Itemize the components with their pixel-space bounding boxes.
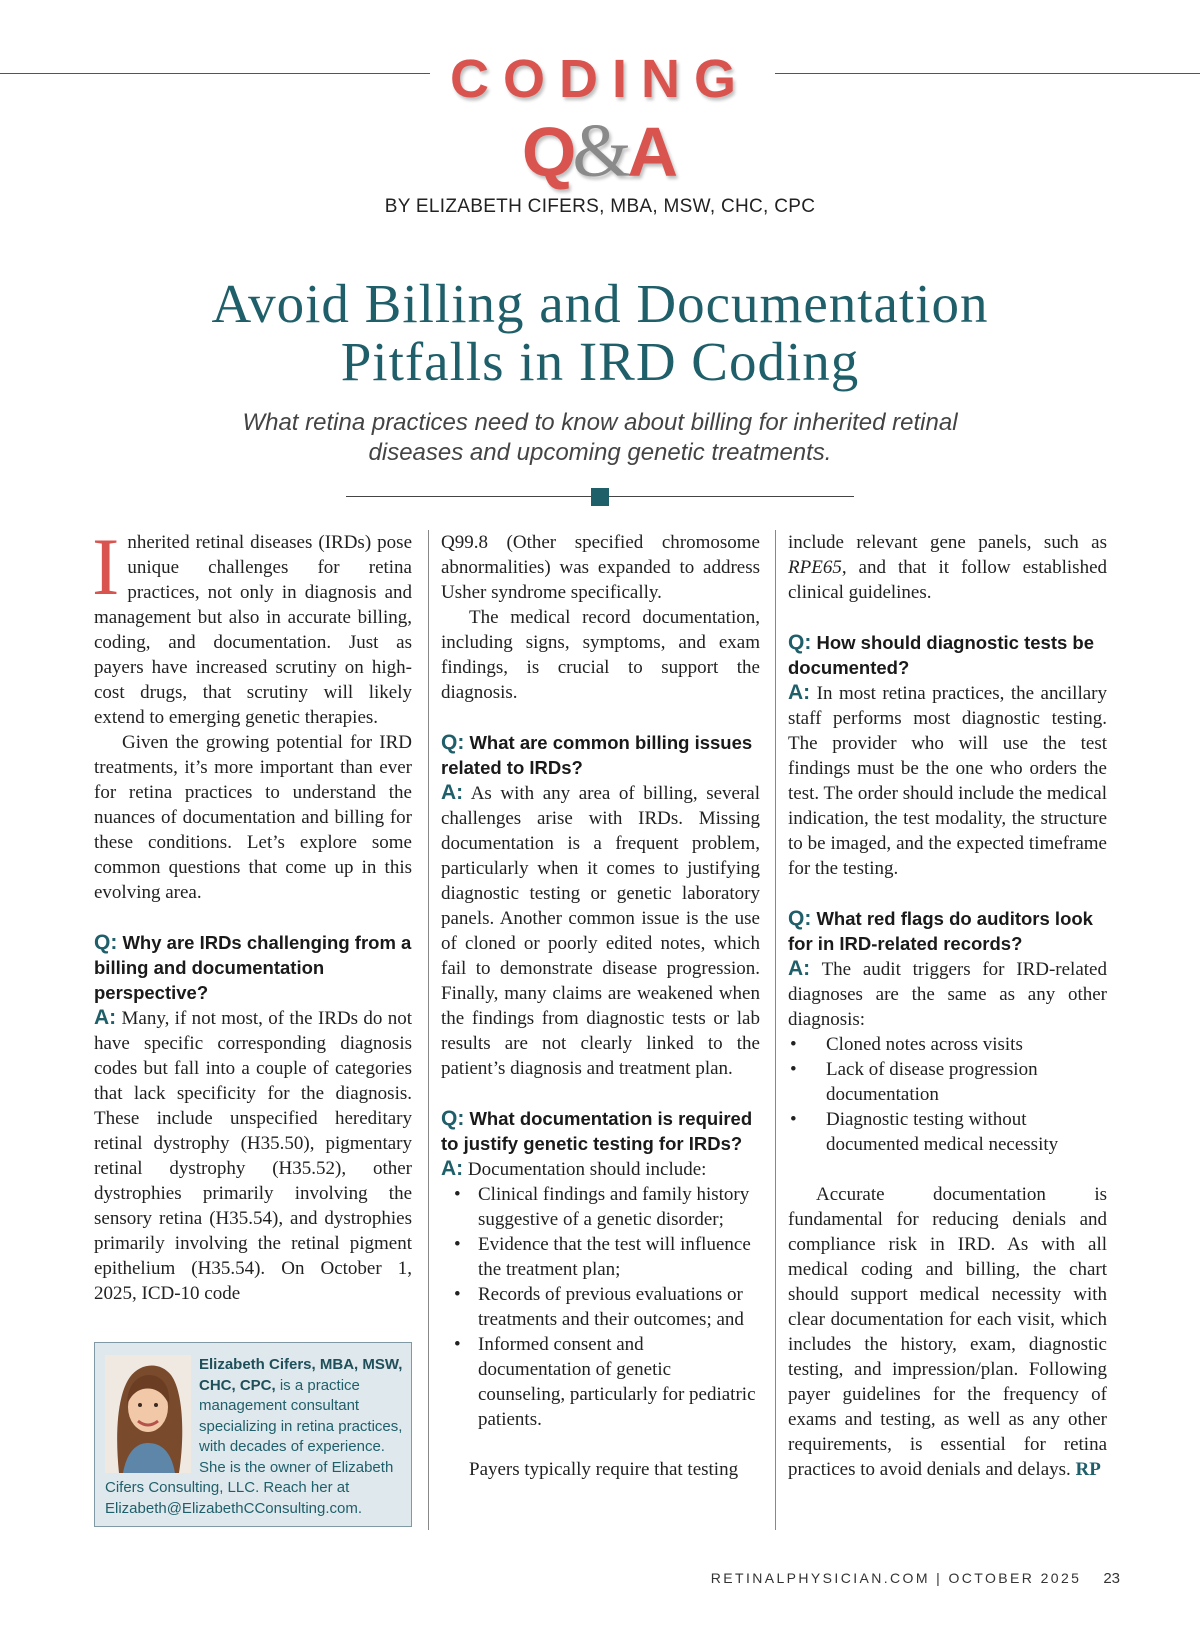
- question-text: How should diagnostic tests be documented?: [788, 632, 1094, 678]
- intro-paragraph: [92, 521, 412, 730]
- question-text: What documentation is required to justify genetic testing for IRDs?: [441, 1108, 753, 1154]
- article-title-line2: Pitfalls in IRD Coding: [340, 331, 860, 392]
- question-heading: [441, 730, 760, 780]
- section-title-qa: [0, 108, 1200, 195]
- list-item: • Lack of disease progression documentation: [788, 1057, 1107, 1107]
- list-item: • Evidence that the test will influence the treatment plan;: [441, 1232, 760, 1282]
- answer-paragraph: [441, 780, 760, 1081]
- question-text: What are common billing issues related to IRDs?: [441, 732, 753, 778]
- list-item: • Diagnostic testing without documented medical necessity: [788, 1107, 1107, 1157]
- list-item: • Informed consent and documentation of genetic counseling, particularly for pediatric patients.: [441, 1332, 760, 1432]
- question-heading: [94, 930, 412, 1005]
- text-run: , and that it follow established clinical guidelines.: [788, 557, 1107, 603]
- answer-text: In most retina practices, the ancillary staff performs most diagnostic testing. The provider who will use the test findings must be the one who orders the test. The order should include the medical indication, the test modality, the structure to be imaged, and the expected timeframe for the testing.: [788, 683, 1108, 879]
- question-text: What red flags do auditors look for in IRD-related records?: [788, 908, 1093, 954]
- end-mark: RP: [1075, 1459, 1101, 1480]
- question-mark-label: Q:: [441, 1107, 465, 1130]
- question-mark-label: Q:: [94, 931, 118, 954]
- author-name: Elizabeth Cifers, MBA, MSW, CHC, CPC,: [199, 1356, 403, 1394]
- question-mark-label: Q:: [788, 631, 812, 654]
- gene-name: RPE65: [788, 557, 842, 578]
- question-heading: [788, 630, 1107, 680]
- author-bio: is a practice management consultant specializing in retina practices, with decades of experience. She is the owner of Elizabeth Cifers Consulting, LLC. Reach her at Elizabeth@ElizabethCConsulting.com.: [105, 1376, 403, 1517]
- footer-site-date: RETINALPHYSICIAN.COM | OCTOBER 2025: [710, 1570, 1082, 1586]
- list-item: • Records of previous evaluations or treatments and their outcomes; and: [441, 1282, 760, 1332]
- answer-mark-label: A:: [94, 1006, 117, 1029]
- requirements-list: [441, 1182, 760, 1432]
- author-bio-box: [94, 1342, 412, 1527]
- text-run: include relevant gene panels, such as: [788, 532, 1107, 553]
- closing-text: Accurate documentation is fundamental for reducing denials and compliance risk in IRD. As with all medical coding and billing, the chart should support medical necessity with clear documentation for each visit, which includes the history, exam, diagnostic testing, and impression/plan. Following payer guidelines for the frequency of exams and testing, as well as any other requirements, is essential for retina practices to avoid denials and delays.: [788, 1184, 1107, 1480]
- paragraph: The medical record documentation, including signs, symptoms, and exam findings, is crucial to support the diagnosis.: [441, 607, 760, 703]
- article-title: [100, 275, 1100, 391]
- answer-mark-label: A:: [788, 681, 811, 704]
- page-footer: [700, 1570, 1120, 1587]
- question-mark-label: Q:: [788, 907, 812, 930]
- question-mark-label: Q:: [441, 731, 465, 754]
- list-item: • Cloned notes across visits: [788, 1032, 1107, 1057]
- divider-square-ornament: [591, 488, 609, 506]
- closing-paragraph: [788, 1182, 1107, 1482]
- column-rule-1: [428, 530, 429, 1530]
- section-title-amp: &: [572, 109, 632, 193]
- answer-text: As with any area of billing, several challenges arise with IRDs. Missing documentation is a frequent problem, particularly when it comes to justifying diagnostic testing or genetic laboratory panels. Another common issue is the use of cloned or poorly edited notes, which fail to demonstrate disease progression. Finally, many claims are weakened when the findings from diagnostic tests or lab results are not clearly linked to the patient’s diagnosis and treatment plan.: [441, 783, 760, 1079]
- paragraph: Payers typically require that testing: [469, 1459, 739, 1480]
- answer-paragraph: [94, 1005, 412, 1306]
- answer-mark-label: A:: [788, 957, 811, 980]
- list-item: • Clinical findings and family history suggestive of a genetic disorder;: [441, 1182, 760, 1232]
- paragraph: Given the growing potential for IRD treatments, it’s more important than ever for retina practices to understand the nuances of documentation and billing for these conditions. Let’s explore some common questions that come up in this evolving area.: [94, 732, 412, 903]
- section-title-q: Q: [521, 113, 577, 191]
- paragraph: [788, 530, 1107, 605]
- column-2: [441, 530, 760, 1482]
- page-number: 23: [1103, 1570, 1120, 1587]
- answer-text: The audit triggers for IRD-related diagnoses are the same as any other diagnosis:: [788, 959, 1107, 1030]
- question-heading: [788, 906, 1107, 956]
- byline: BY ELIZABETH CIFERS, MBA, MSW, CHC, CPC: [384, 196, 816, 217]
- column-rule-2: [775, 530, 776, 1530]
- answer-mark-label: A:: [441, 781, 464, 804]
- answer-paragraph: [788, 680, 1107, 881]
- question-text: Why are IRDs challenging from a billing and documentation perspective?: [94, 932, 412, 1003]
- column-1: [92, 521, 412, 1306]
- answer-mark-label: A:: [441, 1157, 464, 1180]
- answer-text: Documentation should include:: [467, 1159, 707, 1180]
- section-title-a: A: [627, 113, 679, 191]
- answer-text: Many, if not most, of the IRDs do not have specific corresponding diagnosis codes but fall into a couple of categories that lack specificity for the diagnosis. These include unspecified hereditary retinal dystrophy (H35.50), pigmentary retinal dystrophy (H35.52), other dystrophies primarily involving the sensory retina (H35.54), and dystrophies primarily involving the retinal pigment epithelium (H35.54). On October 1, 2025, ICD-10 code: [94, 1008, 412, 1304]
- intro-text: nherited retinal diseases (IRDs) pose unique challenges for retina practices, not only in diagnosis and management but also in accurate billing, coding, and documentation. Just as payers have increased scrutiny on high-cost drugs, that scrutiny will likely extend to emerging genetic therapies.: [94, 532, 412, 728]
- question-heading: [441, 1106, 760, 1156]
- section-title-coding: CODING: [450, 49, 750, 109]
- red-flags-list: [788, 1032, 1107, 1157]
- article-subtitle: What retina practices need to know about billing for inherited retinal diseases and upcoming genetic treatments.: [242, 409, 958, 466]
- column-3: [788, 530, 1107, 1482]
- answer-paragraph: [788, 956, 1107, 1032]
- answer-paragraph: [441, 1156, 760, 1182]
- article-title-line1: Avoid Billing and Documentation: [211, 273, 989, 334]
- drop-cap: I: [92, 521, 120, 612]
- author-bio-text: [105, 1355, 403, 1519]
- paragraph: Q99.8 (Other specified chromosome abnormalities) was expanded to address Usher syndrome specifically.: [441, 532, 760, 603]
